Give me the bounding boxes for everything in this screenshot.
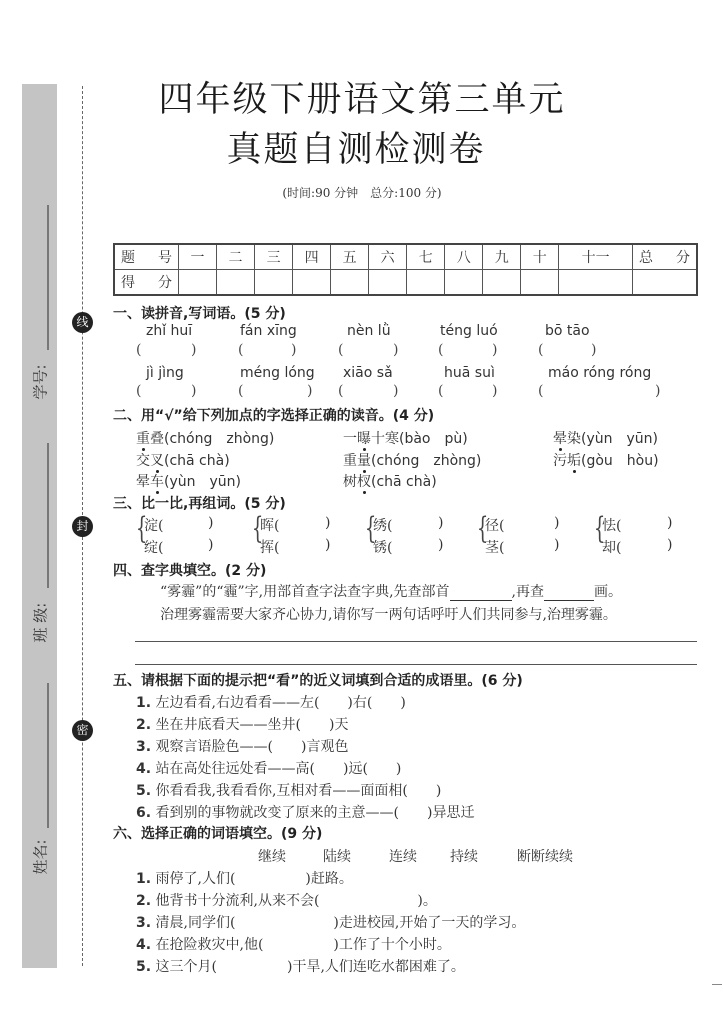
- item-text: 雨停了,人们( )赶路。: [155, 871, 353, 887]
- reading-item[interactable]: [553, 428, 658, 448]
- score-cell[interactable]: [369, 270, 407, 296]
- section4-heading: 四、查字典填空。(2 分): [113, 563, 267, 579]
- brace-icon: {: [135, 511, 148, 546]
- item-number: 2.: [136, 717, 152, 733]
- score-cell[interactable]: [331, 270, 369, 296]
- paren: ): [492, 342, 498, 358]
- char-pair-bottom[interactable]: 却(: [602, 540, 622, 556]
- paren: ): [667, 515, 673, 531]
- name-label: 姓名:: [31, 839, 50, 875]
- item-text: 坐在井底看天——坐井( )天: [155, 717, 349, 733]
- dictionary-question: [160, 581, 622, 601]
- reading-options: (gòu hòu): [581, 453, 659, 469]
- class-blank[interactable]: [47, 683, 49, 828]
- char: 染: [567, 431, 581, 447]
- col-header: 三: [255, 244, 293, 270]
- paren: ): [554, 537, 560, 553]
- idiom-item[interactable]: [136, 802, 474, 822]
- dotted-char: 量: [357, 453, 371, 469]
- item-text: 在抢险救灾中,他( )工作了十个小时。: [155, 937, 451, 953]
- fill-item[interactable]: [136, 890, 437, 910]
- answer-line-2[interactable]: [135, 664, 697, 665]
- page-edge-mark: [712, 984, 722, 985]
- char: 晕: [136, 474, 150, 490]
- col-header: 十一: [559, 244, 633, 270]
- student-id-blank-lower[interactable]: [47, 443, 49, 588]
- question-text: ,再查: [511, 584, 544, 600]
- fill-item[interactable]: [136, 912, 525, 932]
- stroke-count-blank[interactable]: [544, 584, 594, 601]
- brace-icon: {: [593, 511, 606, 546]
- student-id-blank[interactable]: [47, 205, 49, 350]
- char: 污: [553, 453, 567, 469]
- brace-icon: {: [364, 511, 377, 546]
- idiom-item[interactable]: [136, 692, 406, 712]
- score-cell[interactable]: [521, 270, 559, 296]
- paren: (: [438, 342, 444, 358]
- word-option: 陆续: [323, 849, 351, 865]
- reading-item[interactable]: [136, 450, 230, 470]
- reading-item[interactable]: [343, 428, 468, 448]
- paren: ): [655, 383, 661, 399]
- idiom-item[interactable]: [136, 780, 441, 800]
- row-label: 得 分: [114, 270, 179, 296]
- item-text: 你看看我,我看看你,互相对看——面面相( ): [155, 783, 442, 799]
- score-table: [113, 243, 698, 296]
- item-text: 站在高处往远处看——高( )远( ): [155, 761, 402, 777]
- fill-item[interactable]: [136, 868, 353, 888]
- paren: ): [438, 537, 444, 553]
- col-header: 十: [521, 244, 559, 270]
- score-cell-total[interactable]: [633, 270, 698, 296]
- reading-options: (chā chà): [164, 453, 230, 469]
- idiom-item[interactable]: [136, 736, 348, 756]
- paren: (: [438, 383, 444, 399]
- item-text: 观察言语脸色——( )言观色: [155, 739, 349, 755]
- col-header-total: 总 分: [633, 244, 698, 270]
- paren: ): [667, 537, 673, 553]
- dotted-char: 曝: [357, 431, 371, 447]
- score-cell[interactable]: [559, 270, 633, 296]
- score-row: [114, 270, 697, 296]
- paren: ): [291, 342, 297, 358]
- pinyin: huā suì: [444, 365, 495, 381]
- pinyin: bō tāo: [545, 323, 590, 339]
- char-pair-top[interactable]: 淀(: [144, 518, 164, 534]
- reading-options: (chā chà): [371, 474, 437, 490]
- col-header: 四: [293, 244, 331, 270]
- item-number: 3.: [136, 915, 152, 931]
- score-cell[interactable]: [445, 270, 483, 296]
- paren: ): [208, 515, 214, 531]
- dotted-char: 晕: [553, 431, 567, 447]
- item-text: 他背书十分流利,从来不会( )。: [155, 893, 437, 909]
- dotted-char: 车: [150, 474, 164, 490]
- seal-line-icon: 线: [72, 312, 93, 333]
- pinyin: xiāo sǎ: [343, 365, 393, 381]
- col-header: 五: [331, 244, 369, 270]
- section5-heading: 五、请根据下面的提示把“看”的近义词填到合适的成语里。(6 分): [113, 673, 523, 689]
- char-pair-bottom[interactable]: 挥(: [260, 540, 280, 556]
- char-pair-top[interactable]: 径(: [485, 518, 505, 534]
- item-number: 1.: [136, 871, 152, 887]
- item-number: 5.: [136, 959, 152, 975]
- paren: ): [191, 383, 197, 399]
- char-pair-top[interactable]: 怯(: [602, 518, 622, 534]
- score-cell[interactable]: [179, 270, 217, 296]
- score-cell[interactable]: [217, 270, 255, 296]
- word-option: 继续: [258, 849, 286, 865]
- exam-info: (时间:90 分钟 总分:100 分): [282, 186, 442, 200]
- char-pair-bottom[interactable]: 绽(: [144, 540, 164, 556]
- word-option: 断断续续: [517, 849, 573, 865]
- row-label: 题 号: [114, 244, 179, 270]
- char: 一: [343, 431, 357, 447]
- item-text: 左边看看,右边看看——左( )右( ): [155, 695, 406, 711]
- brace-icon: {: [251, 511, 264, 546]
- word-option: 连续: [389, 849, 417, 865]
- reading-item[interactable]: [136, 471, 241, 491]
- paren: ): [492, 383, 498, 399]
- question-text: 画。: [593, 584, 622, 600]
- char: 交: [136, 453, 150, 469]
- reading-item[interactable]: [136, 428, 274, 448]
- page-title-line1: 四年级下册语文第三单元: [158, 80, 566, 120]
- char: 叠: [150, 431, 164, 447]
- paren: (: [136, 383, 142, 399]
- item-number: 4.: [136, 937, 152, 953]
- item-number: 1.: [136, 695, 152, 711]
- col-header: 六: [369, 244, 407, 270]
- item-text: 看到别的事物就改变了原来的主意——( )异思迁: [155, 805, 475, 821]
- fill-item[interactable]: [136, 956, 465, 976]
- paren: (: [538, 383, 544, 399]
- score-cell[interactable]: [407, 270, 445, 296]
- reading-options: (yùn yūn): [164, 474, 241, 490]
- reading-options: (yùn yūn): [581, 431, 658, 447]
- writing-prompt: 治理雾霾需要大家齐心协力,请你写一两句话呼吁人们共同参与,治理雾霾。: [160, 607, 617, 623]
- paren: ): [438, 515, 444, 531]
- section2-heading: 二、用“√”给下列加点的字选择正确的读音。(4 分): [113, 408, 435, 424]
- fill-item[interactable]: [136, 934, 451, 954]
- pinyin: jì jìng: [146, 365, 184, 381]
- col-header: 一: [179, 244, 217, 270]
- section3-heading: 三、比一比,再组词。(5 分): [113, 496, 286, 512]
- reading-item[interactable]: [553, 450, 659, 470]
- paren: (: [238, 383, 244, 399]
- char: 重: [343, 453, 357, 469]
- reading-item[interactable]: [343, 450, 481, 470]
- pinyin: méng lóng: [240, 365, 315, 381]
- idiom-item[interactable]: [136, 758, 401, 778]
- paren: ): [191, 342, 197, 358]
- dotted-char: 杈: [357, 474, 371, 490]
- seal-seal-icon: 封: [72, 516, 93, 537]
- char-pair-bottom[interactable]: 锈(: [373, 540, 393, 556]
- binding-strip: [22, 84, 57, 968]
- item-text: 这三个月( )干旱,人们连吃水都困难了。: [155, 959, 465, 975]
- item-number: 4.: [136, 761, 152, 777]
- char-pair-top[interactable]: 晖(: [260, 518, 280, 534]
- question-text: “雾霾”的“霾”字,用部首查字法查字典,先查部首: [160, 584, 450, 600]
- answer-line-1[interactable]: [135, 641, 697, 642]
- score-cell[interactable]: [255, 270, 293, 296]
- paren: (: [338, 342, 344, 358]
- char: 十寒: [371, 431, 399, 447]
- paren: ): [325, 537, 331, 553]
- dotted-char: 叉: [150, 453, 164, 469]
- paren: ): [393, 383, 399, 399]
- reading-options: (chóng zhòng): [164, 431, 275, 447]
- col-header: 七: [407, 244, 445, 270]
- item-text: 清晨,同学们( )走进校园,开始了一天的学习。: [155, 915, 526, 931]
- char-pair-top[interactable]: 绣(: [373, 518, 393, 534]
- radical-blank[interactable]: [450, 584, 512, 601]
- pinyin: zhǐ huī: [146, 323, 193, 339]
- student-id-label: 学号:: [31, 364, 50, 400]
- seal-secret-icon: 密: [72, 720, 93, 741]
- item-number: 5.: [136, 783, 152, 799]
- word-option: 持续: [450, 849, 478, 865]
- paren: (: [338, 383, 344, 399]
- page-title-line2: 真题自测检测卷: [226, 130, 486, 170]
- paren: ): [554, 515, 560, 531]
- section1-heading: 一、读拼音,写词语。(5 分): [113, 306, 286, 322]
- char: 树: [343, 474, 357, 490]
- paren: ): [307, 383, 313, 399]
- col-header: 二: [217, 244, 255, 270]
- paren: ): [393, 342, 399, 358]
- pinyin: nèn lǜ: [347, 323, 391, 339]
- paren: ): [208, 537, 214, 553]
- reading-options: (chóng zhòng): [371, 453, 482, 469]
- paren: ): [325, 515, 331, 531]
- paren: ): [591, 342, 597, 358]
- item-number: 6.: [136, 805, 152, 821]
- paren: (: [136, 342, 142, 358]
- paren: (: [238, 342, 244, 358]
- idiom-item[interactable]: [136, 714, 348, 734]
- item-number: 2.: [136, 893, 152, 909]
- char-pair-bottom[interactable]: 茎(: [485, 540, 505, 556]
- col-header: 九: [483, 244, 521, 270]
- pinyin: fán xīng: [240, 323, 297, 339]
- pinyin: máo róng róng: [548, 365, 652, 381]
- score-cell[interactable]: [483, 270, 521, 296]
- section6-heading: 六、选择正确的词语填空。(9 分): [113, 826, 323, 842]
- reading-options: (bào pù): [399, 431, 468, 447]
- reading-item[interactable]: [343, 471, 437, 491]
- class-label: 班 级:: [31, 602, 50, 643]
- dotted-char: 垢: [567, 453, 581, 469]
- item-number: 3.: [136, 739, 152, 755]
- score-cell[interactable]: [293, 270, 331, 296]
- brace-icon: {: [476, 511, 489, 546]
- dotted-char: 重: [136, 431, 150, 447]
- question-number-row: [114, 244, 697, 270]
- paren: (: [538, 342, 544, 358]
- pinyin: téng luó: [440, 323, 498, 339]
- col-header: 八: [445, 244, 483, 270]
